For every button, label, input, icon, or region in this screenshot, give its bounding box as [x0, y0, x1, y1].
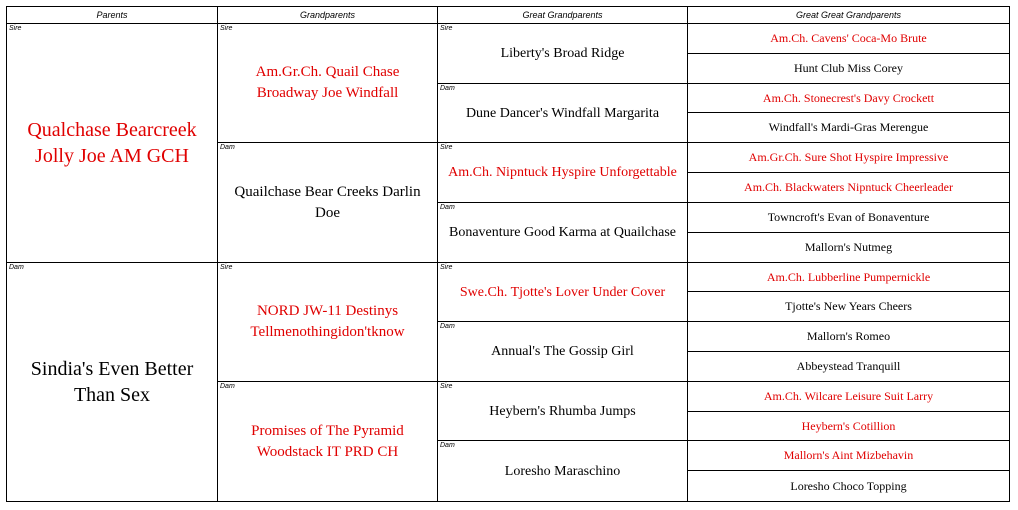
pedigree-cell-gen3: [438, 24, 688, 84]
dog-name: Loresho Choco Topping: [790, 478, 907, 493]
pedigree-cell-gen3: [438, 84, 688, 143]
dog-name: Qualchase Bearcreek Jolly Joe AM GCH: [27, 119, 197, 167]
pedigree-cell-gen4: [688, 292, 1009, 322]
pedigree-cell-gen3: [438, 203, 688, 263]
dog-name: Abbeystead Tranquill: [796, 359, 901, 373]
header-grandparents: Grandparents: [218, 7, 438, 24]
dog-name: Am.Ch. Lubberline Pumpernickle: [766, 269, 931, 284]
pedigree-cell-gen3: [438, 322, 688, 382]
pedigree-cell-gen3: [438, 143, 688, 203]
pedigree-cell-gen1: [7, 24, 218, 263]
pedigree-cell-gen2: [218, 263, 438, 382]
pedigree-table: [6, 6, 1010, 502]
sire-label: Sire: [440, 264, 453, 271]
dog-name: Towncroft's Evan of Bonaventure: [767, 210, 930, 224]
dog-name: Quailchase Bear Creeks Darlin Doe: [234, 183, 421, 221]
pedigree-cell-gen2: [218, 143, 438, 263]
dog-name: Heybern's Cotillion: [801, 418, 896, 433]
dog-name: Am.Ch. Blackwaters Nipntuck Cheerleader: [744, 180, 953, 194]
pedigree-cell-gen4: [688, 352, 1009, 382]
dog-name: Sindia's Even Better Than Sex: [30, 358, 194, 406]
dam-label: Dam: [220, 383, 235, 390]
dam-label: Dam: [440, 204, 455, 211]
pedigree-cell-gen4: [688, 173, 1009, 203]
dog-name: Mallorn's Romeo: [806, 329, 891, 343]
dog-name: Am.Ch. Stonecrest's Davy Crockett: [762, 90, 935, 105]
dog-name: NORD JW-11 Destinys Tellmenothingidon'tknow: [250, 303, 405, 340]
sire-label: Sire: [220, 25, 233, 32]
dam-label: Dam: [440, 323, 455, 330]
dog-name: Heybern's Rhumba Jumps: [489, 403, 636, 419]
dog-name: Am.Ch. Nipntuck Hyspire Unforgettable: [448, 165, 677, 180]
pedigree-cell-gen4: [688, 84, 1009, 113]
pedigree-cell-gen2: [218, 382, 438, 501]
dog-name: Liberty's Broad Ridge: [500, 46, 625, 61]
dog-name: Bonaventure Good Karma at Quailchase: [448, 225, 677, 240]
pedigree-cell-gen4: [688, 471, 1009, 501]
dam-label: Dam: [220, 144, 235, 151]
dam-label: Dam: [440, 85, 455, 92]
dog-name: Mallorn's Aint Mizbehavin: [783, 448, 914, 462]
dog-name: Annual's The Gossip Girl: [491, 344, 634, 359]
dog-name: Dune Dancer's Windfall Margarita: [465, 105, 660, 121]
pedigree-cell-gen4: [688, 233, 1009, 263]
pedigree-cell-gen4: [688, 412, 1009, 441]
dog-name: Mallorn's Nutmeg: [804, 240, 893, 254]
pedigree-cell-gen3: [438, 382, 688, 441]
dam-label: Dam: [440, 442, 455, 449]
pedigree-cell-gen4: [688, 54, 1009, 84]
pedigree-cell-gen2: [218, 24, 438, 143]
pedigree-cell-gen4: [688, 203, 1009, 233]
dog-name: Loresho Maraschino: [504, 463, 621, 479]
sire-label: Sire: [9, 25, 22, 32]
dog-name: Am.Gr.Ch. Quail Chase Broadway Joe Windfall: [255, 64, 400, 101]
dog-name: Am.Ch. Wilcare Leisure Suit Larry: [763, 389, 934, 403]
dog-name: Am.Gr.Ch. Sure Shot Hyspire Impressive: [748, 150, 949, 164]
pedigree-cell-gen3: [438, 441, 688, 501]
dog-name: Am.Ch. Cavens' Coca-Mo Brute: [770, 31, 927, 45]
dog-name: Promises of The Pyramid Woodstack IT PRD CH: [251, 422, 404, 460]
pedigree-cell-gen3: [438, 263, 688, 322]
dog-name: Windfall's Mardi-Gras Merengue: [768, 120, 929, 134]
pedigree-cell-gen4: [688, 441, 1009, 471]
dog-name: Tjotte's New Years Cheers: [785, 299, 912, 313]
header-parents: Parents: [7, 7, 218, 24]
pedigree-cell-gen1: [7, 263, 218, 501]
header-great-grandparents: Great Grandparents: [438, 7, 688, 24]
dam-label: Dam: [9, 264, 24, 271]
pedigree-cell-gen4: [688, 322, 1009, 352]
pedigree-cell-gen4: [688, 263, 1009, 292]
dog-name: Swe.Ch. Tjotte's Lover Under Cover: [459, 284, 666, 300]
pedigree-cell-gen4: [688, 113, 1009, 143]
sire-label: Sire: [440, 144, 453, 151]
sire-label: Sire: [440, 383, 453, 390]
sire-label: Sire: [220, 264, 233, 271]
sire-label: Sire: [440, 25, 453, 32]
pedigree-cell-gen4: [688, 143, 1009, 173]
dog-name: Hunt Club Miss Corey: [793, 61, 903, 75]
pedigree-cell-gen4: [688, 24, 1009, 54]
pedigree-cell-gen4: [688, 382, 1009, 412]
header-great-great-grandparents: Great Great Grandparents: [688, 7, 1009, 24]
